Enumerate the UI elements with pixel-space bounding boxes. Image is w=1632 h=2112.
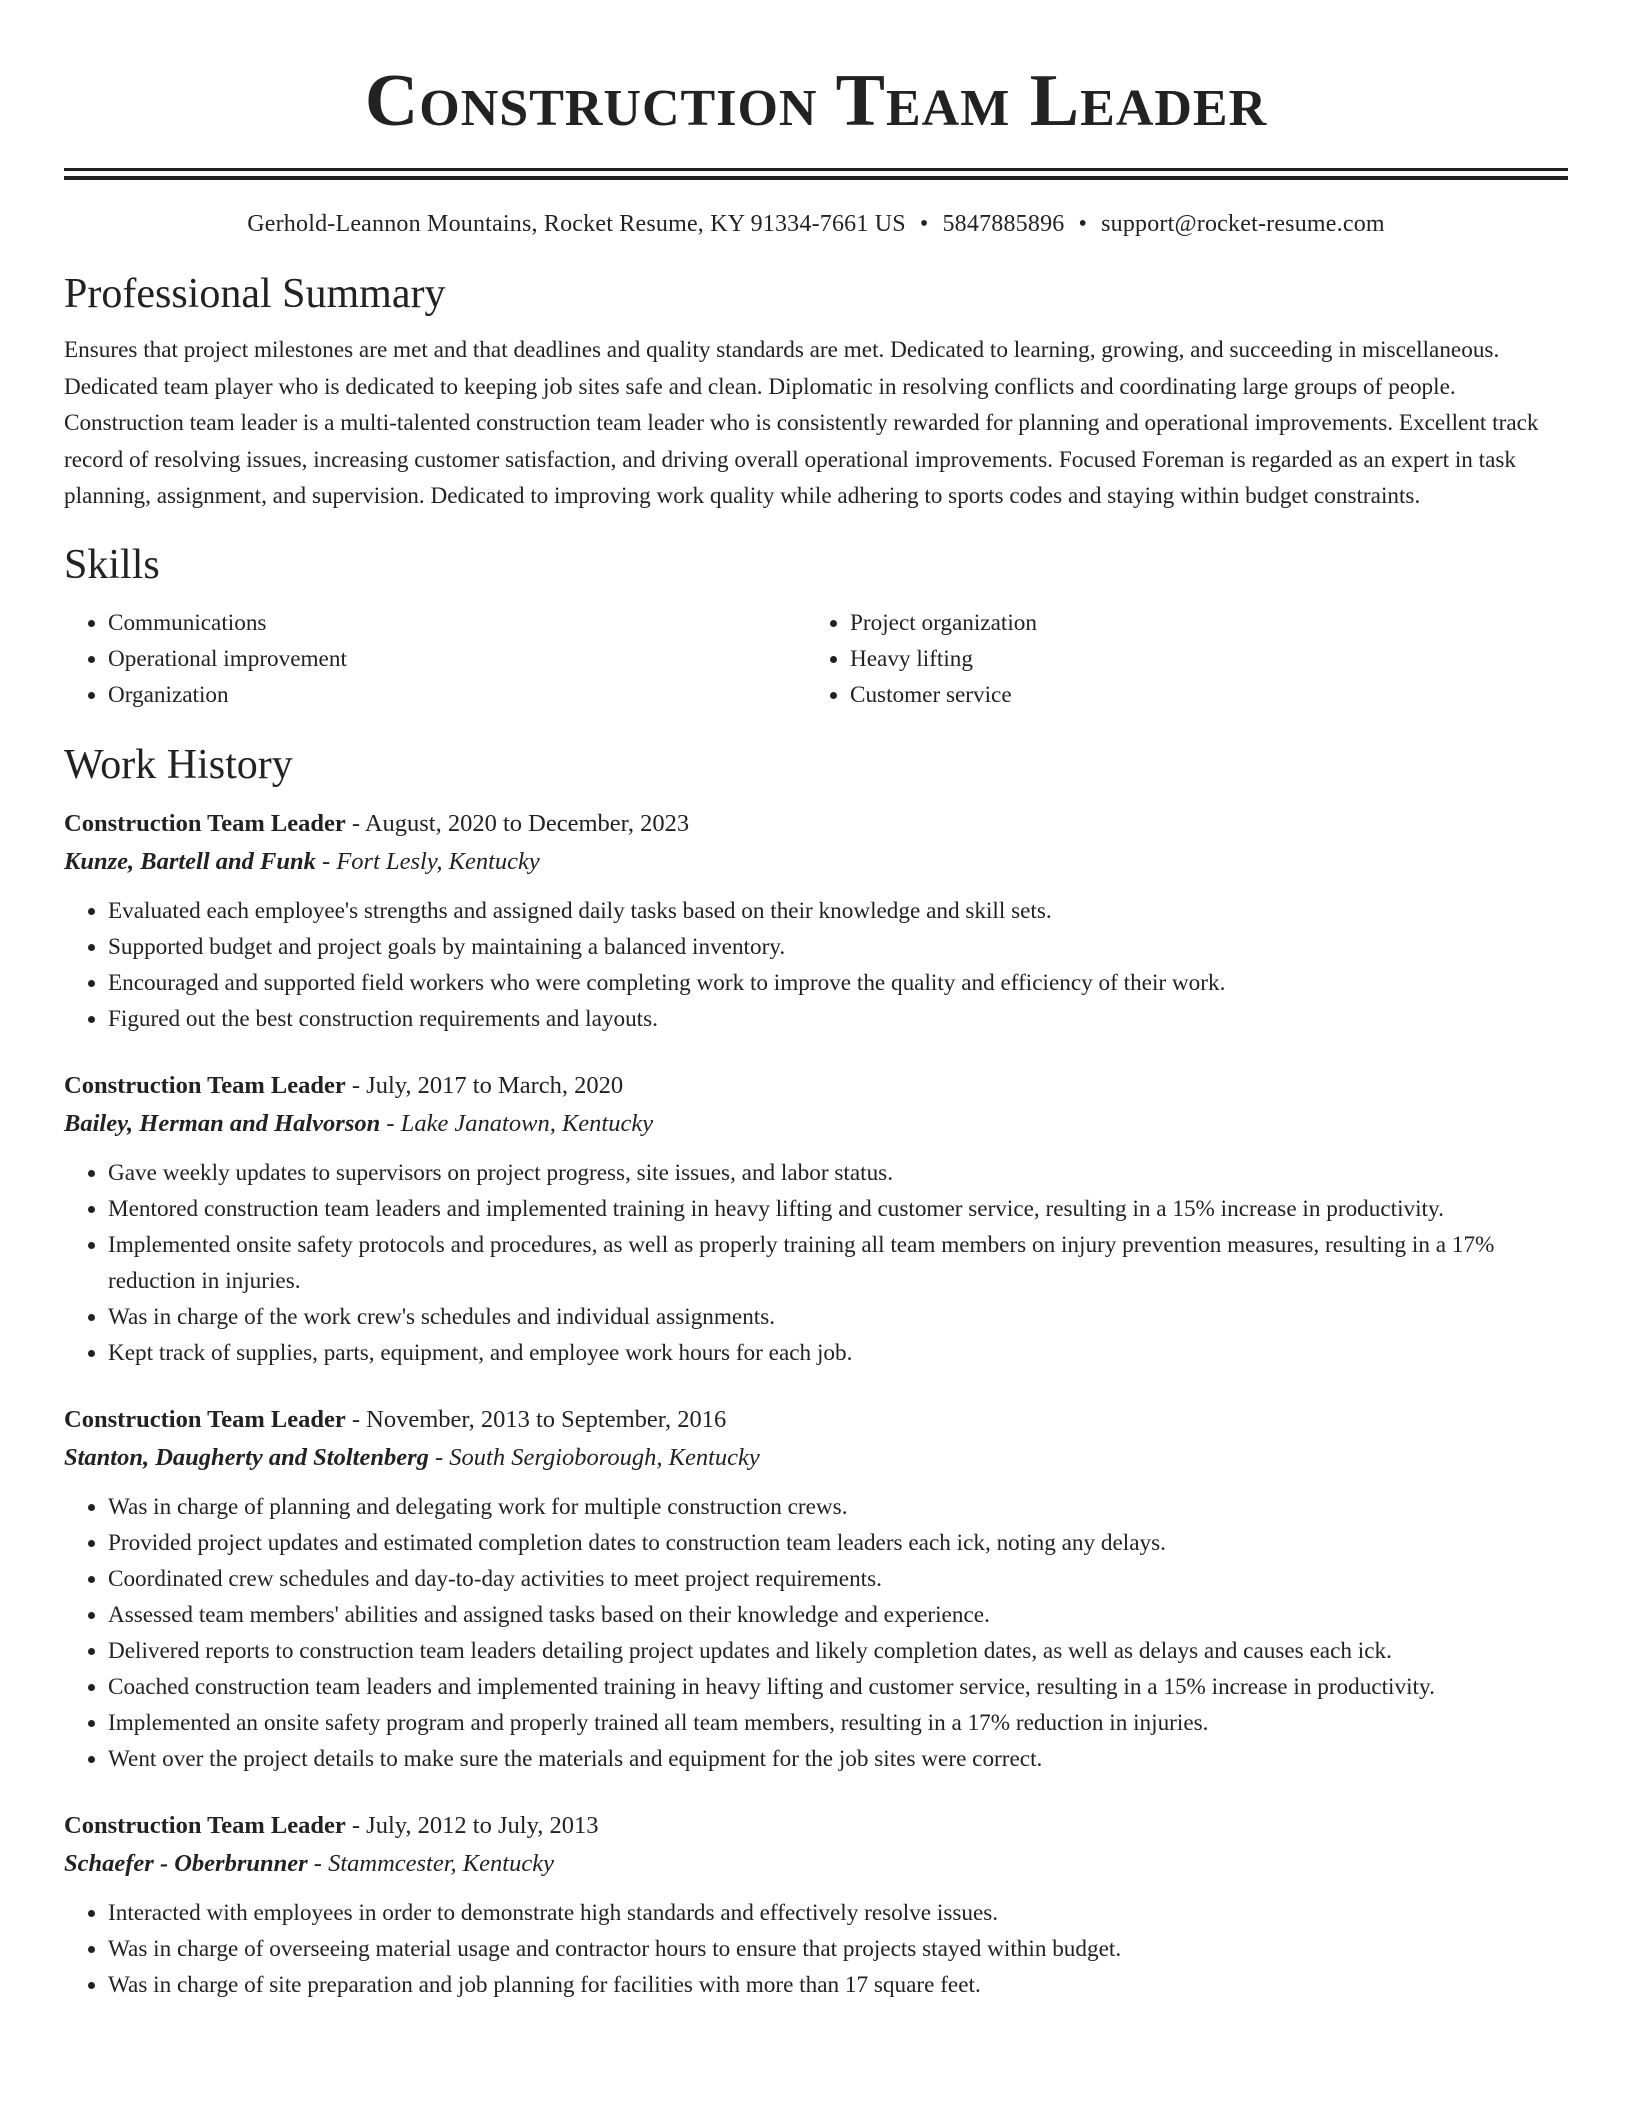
- skills-section: [64, 537, 1568, 713]
- job-dash: -: [345, 809, 365, 837]
- job-dash: -: [345, 1811, 367, 1839]
- job-entry: [64, 1401, 1568, 1777]
- job-bullets: [64, 1895, 1568, 2003]
- page-title: Construction Team Leader: [364, 60, 1268, 142]
- job-title-line: [64, 805, 1568, 843]
- job-company-line: [64, 843, 1568, 881]
- contact-email[interactable]: support@rocket-resume.com: [1101, 211, 1385, 237]
- skills-list-right: [806, 605, 1548, 713]
- job-bullet: • Interacted with employees in order to demonstrate high standards and effectively resolve issues.: [108, 1895, 1568, 1931]
- job-dash: -: [345, 1405, 367, 1433]
- job-bullets: [64, 1489, 1568, 1777]
- skills-list-left: [64, 605, 806, 713]
- skill-item: • Heavy lifting: [850, 641, 1548, 677]
- skills-heading: Skills: [64, 541, 160, 588]
- job-dash: -: [315, 847, 337, 875]
- resume-page: [64, 0, 1568, 2003]
- job-bullet: • Implemented onsite safety protocols and procedures, as well as properly training all team members on injury prevention measures, resulting in a 17% reduction in injuries.: [108, 1227, 1568, 1299]
- job-bullet: • Implemented an onsite safety program and properly trained all team members, resulting in a 17% reduction in injuries.: [108, 1705, 1568, 1741]
- contact-separator: •: [1078, 211, 1088, 237]
- contact-phone: 5847885896: [942, 211, 1065, 237]
- contact-line: [64, 206, 1568, 242]
- skill-item: • Project organization: [850, 605, 1548, 641]
- job-location: Fort Lesly, Kentucky: [336, 847, 540, 875]
- contact-separator: •: [919, 211, 929, 237]
- skill-item: • Operational improvement: [108, 641, 806, 677]
- summary-section: [64, 266, 1568, 515]
- job-bullet: • Coordinated crew schedules and day-to-day activities to meet project requirements.: [108, 1561, 1568, 1597]
- job-dash: -: [428, 1443, 450, 1471]
- job-title: Construction Team Leader: [64, 1071, 346, 1099]
- work-history-heading: Work History: [64, 741, 293, 788]
- job-title: Construction Team Leader: [64, 1405, 346, 1433]
- job-bullet: • Supported budget and project goals by maintaining a balanced inventory.: [108, 929, 1568, 965]
- skill-item: • Organization: [108, 677, 806, 713]
- job-company: Schaefer - Oberbrunner: [64, 1849, 308, 1877]
- job-title-line: [64, 1401, 1568, 1439]
- job-entry: [64, 1807, 1568, 2003]
- job-dash: -: [345, 1071, 367, 1099]
- skill-item: • Communications: [108, 605, 806, 641]
- job-entry: [64, 805, 1568, 1037]
- job-company-line: [64, 1105, 1568, 1143]
- job-bullet: • Mentored construction team leaders and implemented training in heavy lifting and customer service, resulting in a 15% increase in productivity.: [108, 1191, 1568, 1227]
- job-bullets: [64, 893, 1568, 1037]
- job-dates: July, 2017 to March, 2020: [366, 1071, 624, 1099]
- work-history-section: [64, 737, 1568, 2003]
- summary-text: Ensures that project milestones are met and that deadlines and quality standards are met. Dedicated to learning, growing, and succeeding in miscellaneous. Dedicated team player who is dedicated to keeping job sites safe and clean. Diplomatic in resolving conflicts and coordinating large groups of people. Construction team leader is a multi-talented construction team leader who is consistently rewarded for planning and operational improvements. Excellent track record of resolving issues, increasing customer satisfaction, and driving overall operational improvements. Focused Foreman is regarded as an expert in task planning, assignment, and supervision. Dedicated to improving work quality while adhering to sports codes and staying within budget constraints.: [64, 337, 1539, 509]
- job-bullet: • Gave weekly updates to supervisors on project progress, site issues, and labor status.: [108, 1155, 1568, 1191]
- title-double-rule: [64, 168, 1568, 180]
- job-bullet: • Kept track of supplies, parts, equipment, and employee work hours for each job.: [108, 1335, 1568, 1371]
- job-bullet: • Figured out the best construction requirements and layouts.: [108, 1001, 1568, 1037]
- job-company: Kunze, Bartell and Funk: [64, 847, 316, 875]
- job-entry: [64, 1067, 1568, 1371]
- summary-heading: Professional Summary: [64, 271, 446, 317]
- job-dates: August, 2020 to December, 2023: [364, 809, 690, 837]
- job-bullets: [64, 1155, 1568, 1371]
- job-bullet: • Went over the project details to make sure the materials and equipment for the job sites were correct.: [108, 1741, 1568, 1777]
- job-bullet: • Coached construction team leaders and implemented training in heavy lifting and customer service, resulting in a 15% increase in productivity.: [108, 1669, 1568, 1705]
- job-location: Stammcester, Kentucky: [328, 1849, 554, 1877]
- job-dash: -: [307, 1849, 329, 1877]
- job-location: South Sergioborough, Kentucky: [449, 1443, 760, 1471]
- job-dates: July, 2012 to July, 2013: [366, 1811, 599, 1839]
- job-location: Lake Janatown, Kentucky: [400, 1109, 654, 1137]
- contact-address: Gerhold-Leannon Mountains, Rocket Resume, KY 91334-7661 US: [247, 211, 906, 237]
- job-dash: -: [380, 1109, 401, 1137]
- job-bullet: • Provided project updates and estimated completion dates to construction team leaders each ick, noting any delays.: [108, 1525, 1568, 1561]
- job-dates: November, 2013 to September, 2016: [366, 1405, 727, 1433]
- job-company: Stanton, Daugherty and Stoltenberg: [64, 1443, 429, 1471]
- job-bullet: • Was in charge of overseeing material usage and contractor hours to ensure that projects stayed within budget.: [108, 1931, 1568, 1967]
- skill-item: • Customer service: [850, 677, 1548, 713]
- job-company-line: [64, 1439, 1568, 1477]
- job-title: Construction Team Leader: [64, 1811, 346, 1839]
- job-bullet: • Evaluated each employee's strengths and assigned daily tasks based on their knowledge and skill sets.: [108, 893, 1568, 929]
- job-bullet: • Was in charge of the work crew's schedules and individual assignments.: [108, 1299, 1568, 1335]
- job-company: Bailey, Herman and Halvorson: [64, 1109, 381, 1137]
- job-bullet: • Was in charge of site preparation and job planning for facilities with more than 17 square feet.: [108, 1967, 1568, 2003]
- job-title-line: [64, 1067, 1568, 1105]
- job-bullet: • Encouraged and supported field workers who were completing work to improve the quality and efficiency of their work.: [108, 965, 1568, 1001]
- job-bullet: • Delivered reports to construction team leaders detailing project updates and likely completion dates, as well as delays and causes each ick.: [108, 1633, 1568, 1669]
- job-bullet: • Was in charge of planning and delegating work for multiple construction crews.: [108, 1489, 1568, 1525]
- job-bullet: • Assessed team members' abilities and assigned tasks based on their knowledge and experience.: [108, 1597, 1568, 1633]
- skills-columns: [64, 605, 1568, 713]
- job-company-line: [64, 1845, 1568, 1883]
- job-title: Construction Team Leader: [64, 809, 346, 837]
- job-title-line: [64, 1807, 1568, 1845]
